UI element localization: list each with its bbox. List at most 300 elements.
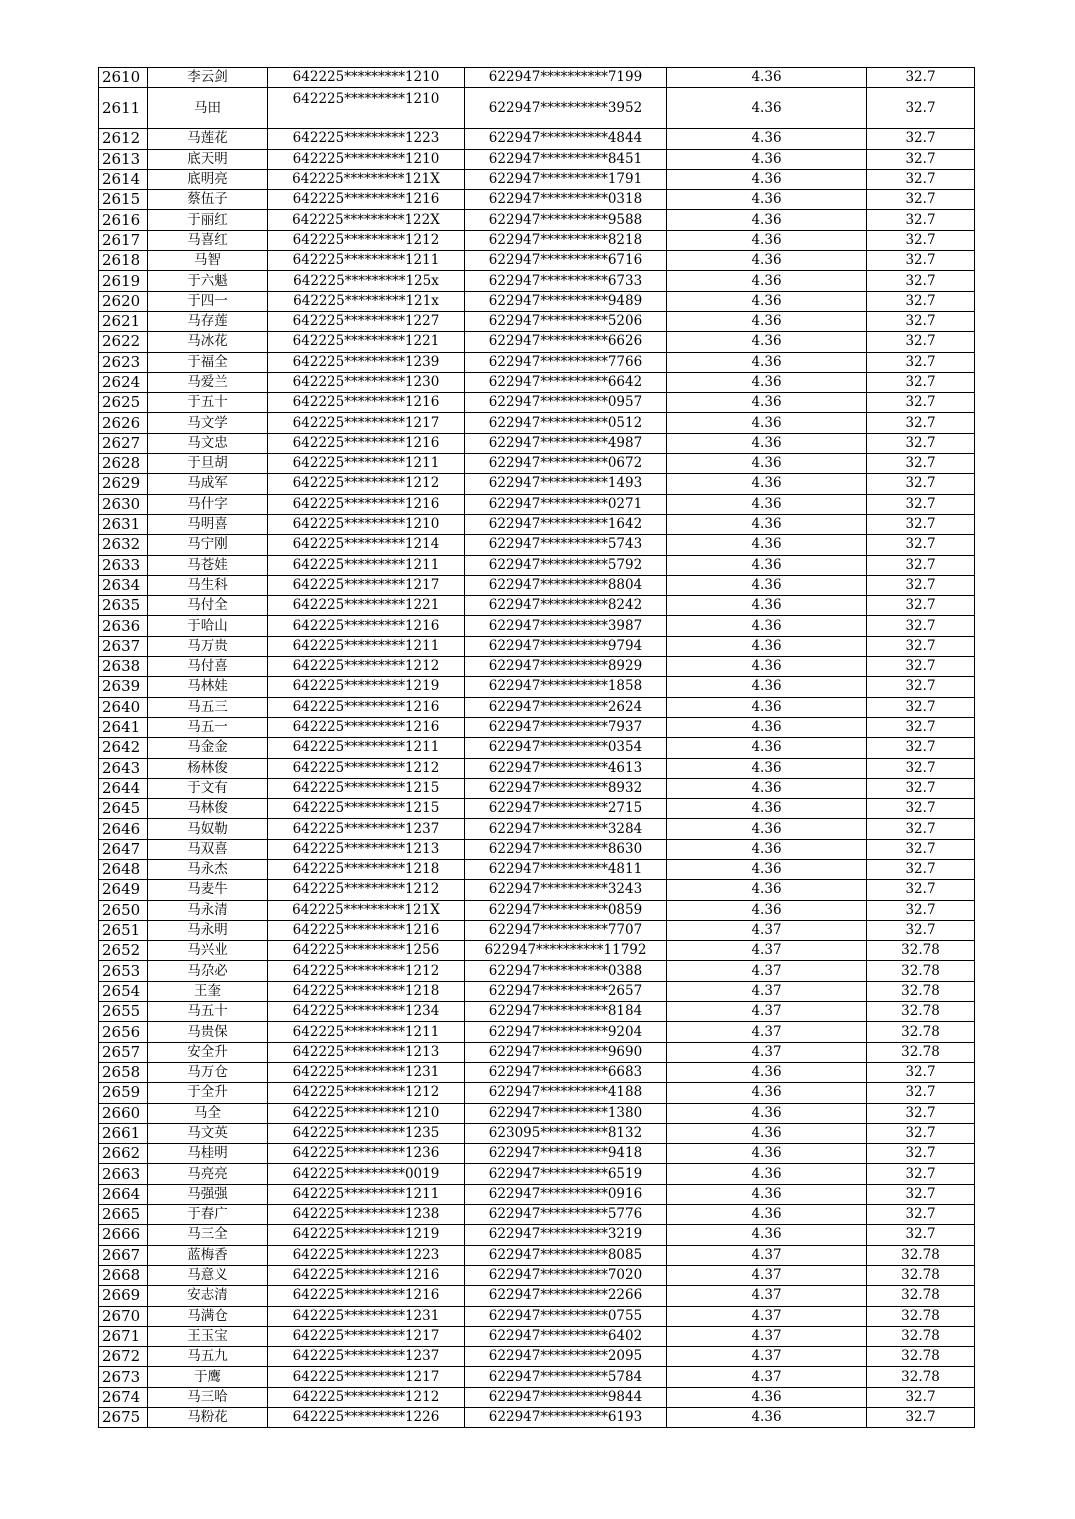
unit-value: 4.36 (667, 799, 867, 819)
amount: 32.7 (867, 575, 975, 595)
unit-value: 4.36 (667, 616, 867, 636)
table-row (99, 352, 975, 372)
id-number: 642225*********1216 (268, 190, 465, 210)
person-name: 杨林俊 (148, 758, 268, 778)
row-number: 2675 (99, 1408, 148, 1428)
person-name: 马文学 (148, 413, 268, 433)
person-name: 马粉花 (148, 1408, 268, 1428)
unit-value: 4.36 (667, 819, 867, 839)
unit-value: 4.36 (667, 88, 867, 129)
unit-value: 4.36 (667, 169, 867, 189)
table-row (99, 433, 975, 453)
person-name: 马亮亮 (148, 1164, 268, 1184)
unit-value: 4.36 (667, 575, 867, 595)
amount: 32.7 (867, 474, 975, 494)
amount: 32.78 (867, 981, 975, 1001)
table-row (99, 961, 975, 981)
row-number: 2621 (99, 311, 148, 331)
table-row (99, 839, 975, 859)
table-row (99, 819, 975, 839)
amount: 32.7 (867, 636, 975, 656)
amount: 32.7 (867, 413, 975, 433)
id-number: 642225*********1218 (268, 981, 465, 1001)
amount: 32.7 (867, 433, 975, 453)
unit-value: 4.37 (667, 1347, 867, 1367)
bank-account: 622947**********3987 (465, 616, 667, 636)
bank-account: 622947**********1642 (465, 514, 667, 534)
person-name: 底天明 (148, 149, 268, 169)
row-number: 2611 (99, 88, 148, 129)
row-number: 2654 (99, 981, 148, 1001)
person-name: 马万贵 (148, 636, 268, 656)
person-name: 于六魁 (148, 271, 268, 291)
table-row (99, 251, 975, 271)
table-row (99, 372, 975, 392)
id-number: 642225*********122X (268, 210, 465, 230)
amount: 32.7 (867, 1083, 975, 1103)
row-number: 2627 (99, 433, 148, 453)
table-row (99, 1042, 975, 1062)
person-name: 马喜红 (148, 230, 268, 250)
row-number: 2624 (99, 372, 148, 392)
bank-account: 622947**********4987 (465, 433, 667, 453)
unit-value: 4.36 (667, 190, 867, 210)
amount: 32.7 (867, 697, 975, 717)
id-number: 642225*********1211 (268, 738, 465, 758)
unit-value: 4.36 (667, 433, 867, 453)
bank-account: 622947**********2657 (465, 981, 667, 1001)
unit-value: 4.36 (667, 778, 867, 798)
amount: 32.7 (867, 88, 975, 129)
row-number: 2619 (99, 271, 148, 291)
amount: 32.7 (867, 1103, 975, 1123)
id-number: 642225*********1219 (268, 1225, 465, 1245)
person-name: 王奎 (148, 981, 268, 1001)
bank-account: 622947**********1493 (465, 474, 667, 494)
row-number: 2633 (99, 555, 148, 575)
amount: 32.7 (867, 555, 975, 575)
unit-value: 4.36 (667, 352, 867, 372)
amount: 32.7 (867, 352, 975, 372)
amount: 32.7 (867, 819, 975, 839)
amount: 32.7 (867, 900, 975, 920)
table-row (99, 657, 975, 677)
person-name: 李云剑 (148, 68, 268, 88)
id-number: 642225*********121X (268, 169, 465, 189)
person-name: 于丽红 (148, 210, 268, 230)
row-number: 2622 (99, 332, 148, 352)
id-number: 642225*********1230 (268, 372, 465, 392)
id-number: 642225*********1210 (268, 149, 465, 169)
amount: 32.7 (867, 454, 975, 474)
bank-account: 622947**********3219 (465, 1225, 667, 1245)
table-row (99, 596, 975, 616)
id-number: 642225*********1217 (268, 575, 465, 595)
bank-account: 622947**********6626 (465, 332, 667, 352)
amount: 32.78 (867, 1022, 975, 1042)
row-number: 2651 (99, 920, 148, 940)
id-number: 642225*********1211 (268, 555, 465, 575)
amount: 32.7 (867, 880, 975, 900)
unit-value: 4.37 (667, 1286, 867, 1306)
person-name: 马永杰 (148, 859, 268, 879)
id-number: 642225*********1213 (268, 839, 465, 859)
row-number: 2640 (99, 697, 148, 717)
bank-account: 622947**********4811 (465, 859, 667, 879)
unit-value: 4.36 (667, 636, 867, 656)
table-row (99, 169, 975, 189)
row-number: 2628 (99, 454, 148, 474)
bank-account: 622947**********2095 (465, 1347, 667, 1367)
id-number: 642225*********1234 (268, 1002, 465, 1022)
amount: 32.7 (867, 311, 975, 331)
unit-value: 4.36 (667, 880, 867, 900)
bank-account: 622947**********2624 (465, 697, 667, 717)
table-row (99, 1225, 975, 1245)
unit-value: 4.36 (667, 372, 867, 392)
unit-value: 4.37 (667, 941, 867, 961)
person-name: 马付喜 (148, 657, 268, 677)
id-number: 642225*********1211 (268, 454, 465, 474)
bank-account: 622947**********9418 (465, 1144, 667, 1164)
bank-account: 622947**********8630 (465, 839, 667, 859)
table-row (99, 291, 975, 311)
table-row (99, 697, 975, 717)
amount: 32.78 (867, 1245, 975, 1265)
id-number: 642225*********0019 (268, 1164, 465, 1184)
bank-account: 622947**********8451 (465, 149, 667, 169)
id-number: 642225*********1211 (268, 636, 465, 656)
amount: 32.7 (867, 210, 975, 230)
id-number: 642225*********1231 (268, 1062, 465, 1082)
amount: 32.7 (867, 149, 975, 169)
id-number: 642225*********1216 (268, 1286, 465, 1306)
bank-account: 622947**********0512 (465, 413, 667, 433)
unit-value: 4.36 (667, 332, 867, 352)
table-row (99, 738, 975, 758)
person-name: 马三哈 (148, 1387, 268, 1407)
row-number: 2673 (99, 1367, 148, 1387)
subsidy-table (98, 67, 975, 1428)
row-number: 2617 (99, 230, 148, 250)
id-number: 642225*********1212 (268, 880, 465, 900)
table-row (99, 880, 975, 900)
amount: 32.7 (867, 778, 975, 798)
row-number: 2626 (99, 413, 148, 433)
table-row (99, 393, 975, 413)
person-name: 马三全 (148, 1225, 268, 1245)
bank-account: 623095**********8132 (465, 1123, 667, 1143)
person-name: 马成军 (148, 474, 268, 494)
row-number: 2620 (99, 291, 148, 311)
person-name: 马付全 (148, 596, 268, 616)
row-number: 2644 (99, 778, 148, 798)
id-number: 642225*********1211 (268, 251, 465, 271)
person-name: 马金金 (148, 738, 268, 758)
person-name: 马冰花 (148, 332, 268, 352)
amount: 32.7 (867, 1062, 975, 1082)
amount: 32.78 (867, 1002, 975, 1022)
row-number: 2616 (99, 210, 148, 230)
table-row (99, 636, 975, 656)
person-name: 马林娃 (148, 677, 268, 697)
person-name: 于春广 (148, 1205, 268, 1225)
bank-account: 622947**********5784 (465, 1367, 667, 1387)
amount: 32.7 (867, 1164, 975, 1184)
unit-value: 4.36 (667, 1205, 867, 1225)
bank-account: 622947**********9690 (465, 1042, 667, 1062)
amount: 32.7 (867, 271, 975, 291)
table-row (99, 149, 975, 169)
amount: 32.78 (867, 1286, 975, 1306)
unit-value: 4.36 (667, 717, 867, 737)
bank-account: 622947**********6683 (465, 1062, 667, 1082)
row-number: 2610 (99, 68, 148, 88)
table-row (99, 900, 975, 920)
row-number: 2665 (99, 1205, 148, 1225)
id-number: 642225*********1217 (268, 1326, 465, 1346)
bank-account: 622947**********4613 (465, 758, 667, 778)
unit-value: 4.36 (667, 758, 867, 778)
table-row (99, 1347, 975, 1367)
id-number: 642225*********1239 (268, 352, 465, 372)
unit-value: 4.36 (667, 839, 867, 859)
person-name: 于鹰 (148, 1367, 268, 1387)
amount: 32.7 (867, 1123, 975, 1143)
amount: 32.7 (867, 291, 975, 311)
person-name: 马宁刚 (148, 535, 268, 555)
row-number: 2615 (99, 190, 148, 210)
row-number: 2632 (99, 535, 148, 555)
amount: 32.7 (867, 1205, 975, 1225)
person-name: 安志清 (148, 1286, 268, 1306)
table-row (99, 1286, 975, 1306)
table-row (99, 210, 975, 230)
table-row (99, 1184, 975, 1204)
amount: 32.7 (867, 1408, 975, 1428)
amount: 32.7 (867, 535, 975, 555)
table-row (99, 1265, 975, 1285)
row-number: 2669 (99, 1286, 148, 1306)
unit-value: 4.37 (667, 1306, 867, 1326)
id-number: 642225*********1210 (268, 1103, 465, 1123)
unit-value: 4.36 (667, 230, 867, 250)
id-number: 642225*********1210 (268, 514, 465, 534)
bank-account: 622947**********1791 (465, 169, 667, 189)
bank-account: 622947**********8242 (465, 596, 667, 616)
amount: 32.7 (867, 129, 975, 149)
amount: 32.7 (867, 839, 975, 859)
person-name: 于哈山 (148, 616, 268, 636)
table-row (99, 778, 975, 798)
row-number: 2639 (99, 677, 148, 697)
table-row (99, 717, 975, 737)
unit-value: 4.37 (667, 1042, 867, 1062)
table-row (99, 616, 975, 636)
row-number: 2623 (99, 352, 148, 372)
row-number: 2650 (99, 900, 148, 920)
row-number: 2638 (99, 657, 148, 677)
id-number: 642225*********125x (268, 271, 465, 291)
id-number: 642225*********121x (268, 291, 465, 311)
person-name: 蓝梅香 (148, 1245, 268, 1265)
row-number: 2660 (99, 1103, 148, 1123)
row-number: 2631 (99, 514, 148, 534)
id-number: 642225*********1211 (268, 1022, 465, 1042)
row-number: 2661 (99, 1123, 148, 1143)
bank-account: 622947**********6519 (465, 1164, 667, 1184)
bank-account: 622947**********6193 (465, 1408, 667, 1428)
unit-value: 4.36 (667, 454, 867, 474)
id-number: 642225*********1256 (268, 941, 465, 961)
table-row (99, 758, 975, 778)
person-name: 马莲花 (148, 129, 268, 149)
bank-account: 622947**********9588 (465, 210, 667, 230)
table-row (99, 88, 975, 129)
unit-value: 4.37 (667, 981, 867, 1001)
bank-account: 622947**********8932 (465, 778, 667, 798)
unit-value: 4.36 (667, 1062, 867, 1082)
unit-value: 4.36 (667, 1103, 867, 1123)
table-row (99, 68, 975, 88)
table-row (99, 575, 975, 595)
bank-account: 622947**********8184 (465, 1002, 667, 1022)
table-row (99, 1103, 975, 1123)
bank-account: 622947**********0859 (465, 900, 667, 920)
table-row (99, 1326, 975, 1346)
bank-account: 622947**********6716 (465, 251, 667, 271)
bank-account: 622947**********0755 (465, 1306, 667, 1326)
id-number: 642225*********1216 (268, 616, 465, 636)
bank-account: 622947**********7020 (465, 1265, 667, 1285)
person-name: 马永清 (148, 900, 268, 920)
person-name: 马双喜 (148, 839, 268, 859)
bank-account: 622947**********7707 (465, 920, 667, 940)
person-name: 马文忠 (148, 433, 268, 453)
amount: 32.7 (867, 657, 975, 677)
bank-account: 622947**********3243 (465, 880, 667, 900)
table-row (99, 799, 975, 819)
amount: 32.7 (867, 616, 975, 636)
id-number: 642225*********1215 (268, 778, 465, 798)
unit-value: 4.36 (667, 1083, 867, 1103)
table-row (99, 311, 975, 331)
unit-value: 4.36 (667, 413, 867, 433)
bank-account: 622947**********5743 (465, 535, 667, 555)
id-number: 642225*********1211 (268, 1184, 465, 1204)
amount: 32.78 (867, 941, 975, 961)
unit-value: 4.36 (667, 1408, 867, 1428)
id-number: 642225*********1221 (268, 332, 465, 352)
person-name: 马明喜 (148, 514, 268, 534)
row-number: 2659 (99, 1083, 148, 1103)
id-number: 642225*********1216 (268, 717, 465, 737)
id-number: 642225*********1217 (268, 1367, 465, 1387)
unit-value: 4.37 (667, 1326, 867, 1346)
row-number: 2657 (99, 1042, 148, 1062)
bank-account: 622947**********4188 (465, 1083, 667, 1103)
unit-value: 4.36 (667, 1387, 867, 1407)
person-name: 于四一 (148, 291, 268, 311)
table-row (99, 677, 975, 697)
table-row (99, 859, 975, 879)
unit-value: 4.36 (667, 677, 867, 697)
person-name: 马全 (148, 1103, 268, 1123)
table-row (99, 941, 975, 961)
id-number: 642225*********1223 (268, 1245, 465, 1265)
bank-account: 622947**********9794 (465, 636, 667, 656)
unit-value: 4.36 (667, 291, 867, 311)
table-row (99, 454, 975, 474)
person-name: 马存莲 (148, 311, 268, 331)
table-row (99, 1205, 975, 1225)
unit-value: 4.37 (667, 920, 867, 940)
person-name: 王玉宝 (148, 1326, 268, 1346)
bank-account: 622947**********6733 (465, 271, 667, 291)
amount: 32.7 (867, 332, 975, 352)
row-number: 2613 (99, 149, 148, 169)
row-number: 2671 (99, 1326, 148, 1346)
row-number: 2612 (99, 129, 148, 149)
amount: 32.7 (867, 230, 975, 250)
bank-account: 622947**********5792 (465, 555, 667, 575)
id-number: 642225*********1219 (268, 677, 465, 697)
unit-value: 4.36 (667, 1225, 867, 1245)
unit-value: 4.36 (667, 1144, 867, 1164)
amount: 32.78 (867, 1306, 975, 1326)
unit-value: 4.36 (667, 1164, 867, 1184)
bank-account: 622947**********0388 (465, 961, 667, 981)
table-row (99, 1123, 975, 1143)
bank-account: 622947**********7199 (465, 68, 667, 88)
id-number: 642225*********1212 (268, 1083, 465, 1103)
amount: 32.7 (867, 1144, 975, 1164)
id-number: 642225*********1215 (268, 799, 465, 819)
row-number: 2674 (99, 1387, 148, 1407)
unit-value: 4.36 (667, 859, 867, 879)
unit-value: 4.36 (667, 271, 867, 291)
unit-value: 4.36 (667, 738, 867, 758)
bank-account: 622947**********5206 (465, 311, 667, 331)
id-number: 642225*********1223 (268, 129, 465, 149)
person-name: 底明亮 (148, 169, 268, 189)
row-number: 2634 (99, 575, 148, 595)
amount: 32.7 (867, 859, 975, 879)
amount: 32.78 (867, 961, 975, 981)
unit-value: 4.36 (667, 596, 867, 616)
id-number: 642225*********1216 (268, 697, 465, 717)
unit-value: 4.36 (667, 129, 867, 149)
row-number: 2646 (99, 819, 148, 839)
table-row (99, 514, 975, 534)
bank-account: 622947**********2715 (465, 799, 667, 819)
person-name: 马五三 (148, 697, 268, 717)
unit-value: 4.36 (667, 68, 867, 88)
table-row (99, 1022, 975, 1042)
row-number: 2652 (99, 941, 148, 961)
id-number: 642225*********1210 (268, 68, 465, 88)
row-number: 2630 (99, 494, 148, 514)
amount: 32.7 (867, 1225, 975, 1245)
id-number: 642225*********1218 (268, 859, 465, 879)
row-number: 2667 (99, 1245, 148, 1265)
table-row (99, 190, 975, 210)
table-row (99, 1245, 975, 1265)
row-number: 2658 (99, 1062, 148, 1082)
person-name: 马五一 (148, 717, 268, 737)
person-name: 马苍娃 (148, 555, 268, 575)
row-number: 2670 (99, 1306, 148, 1326)
